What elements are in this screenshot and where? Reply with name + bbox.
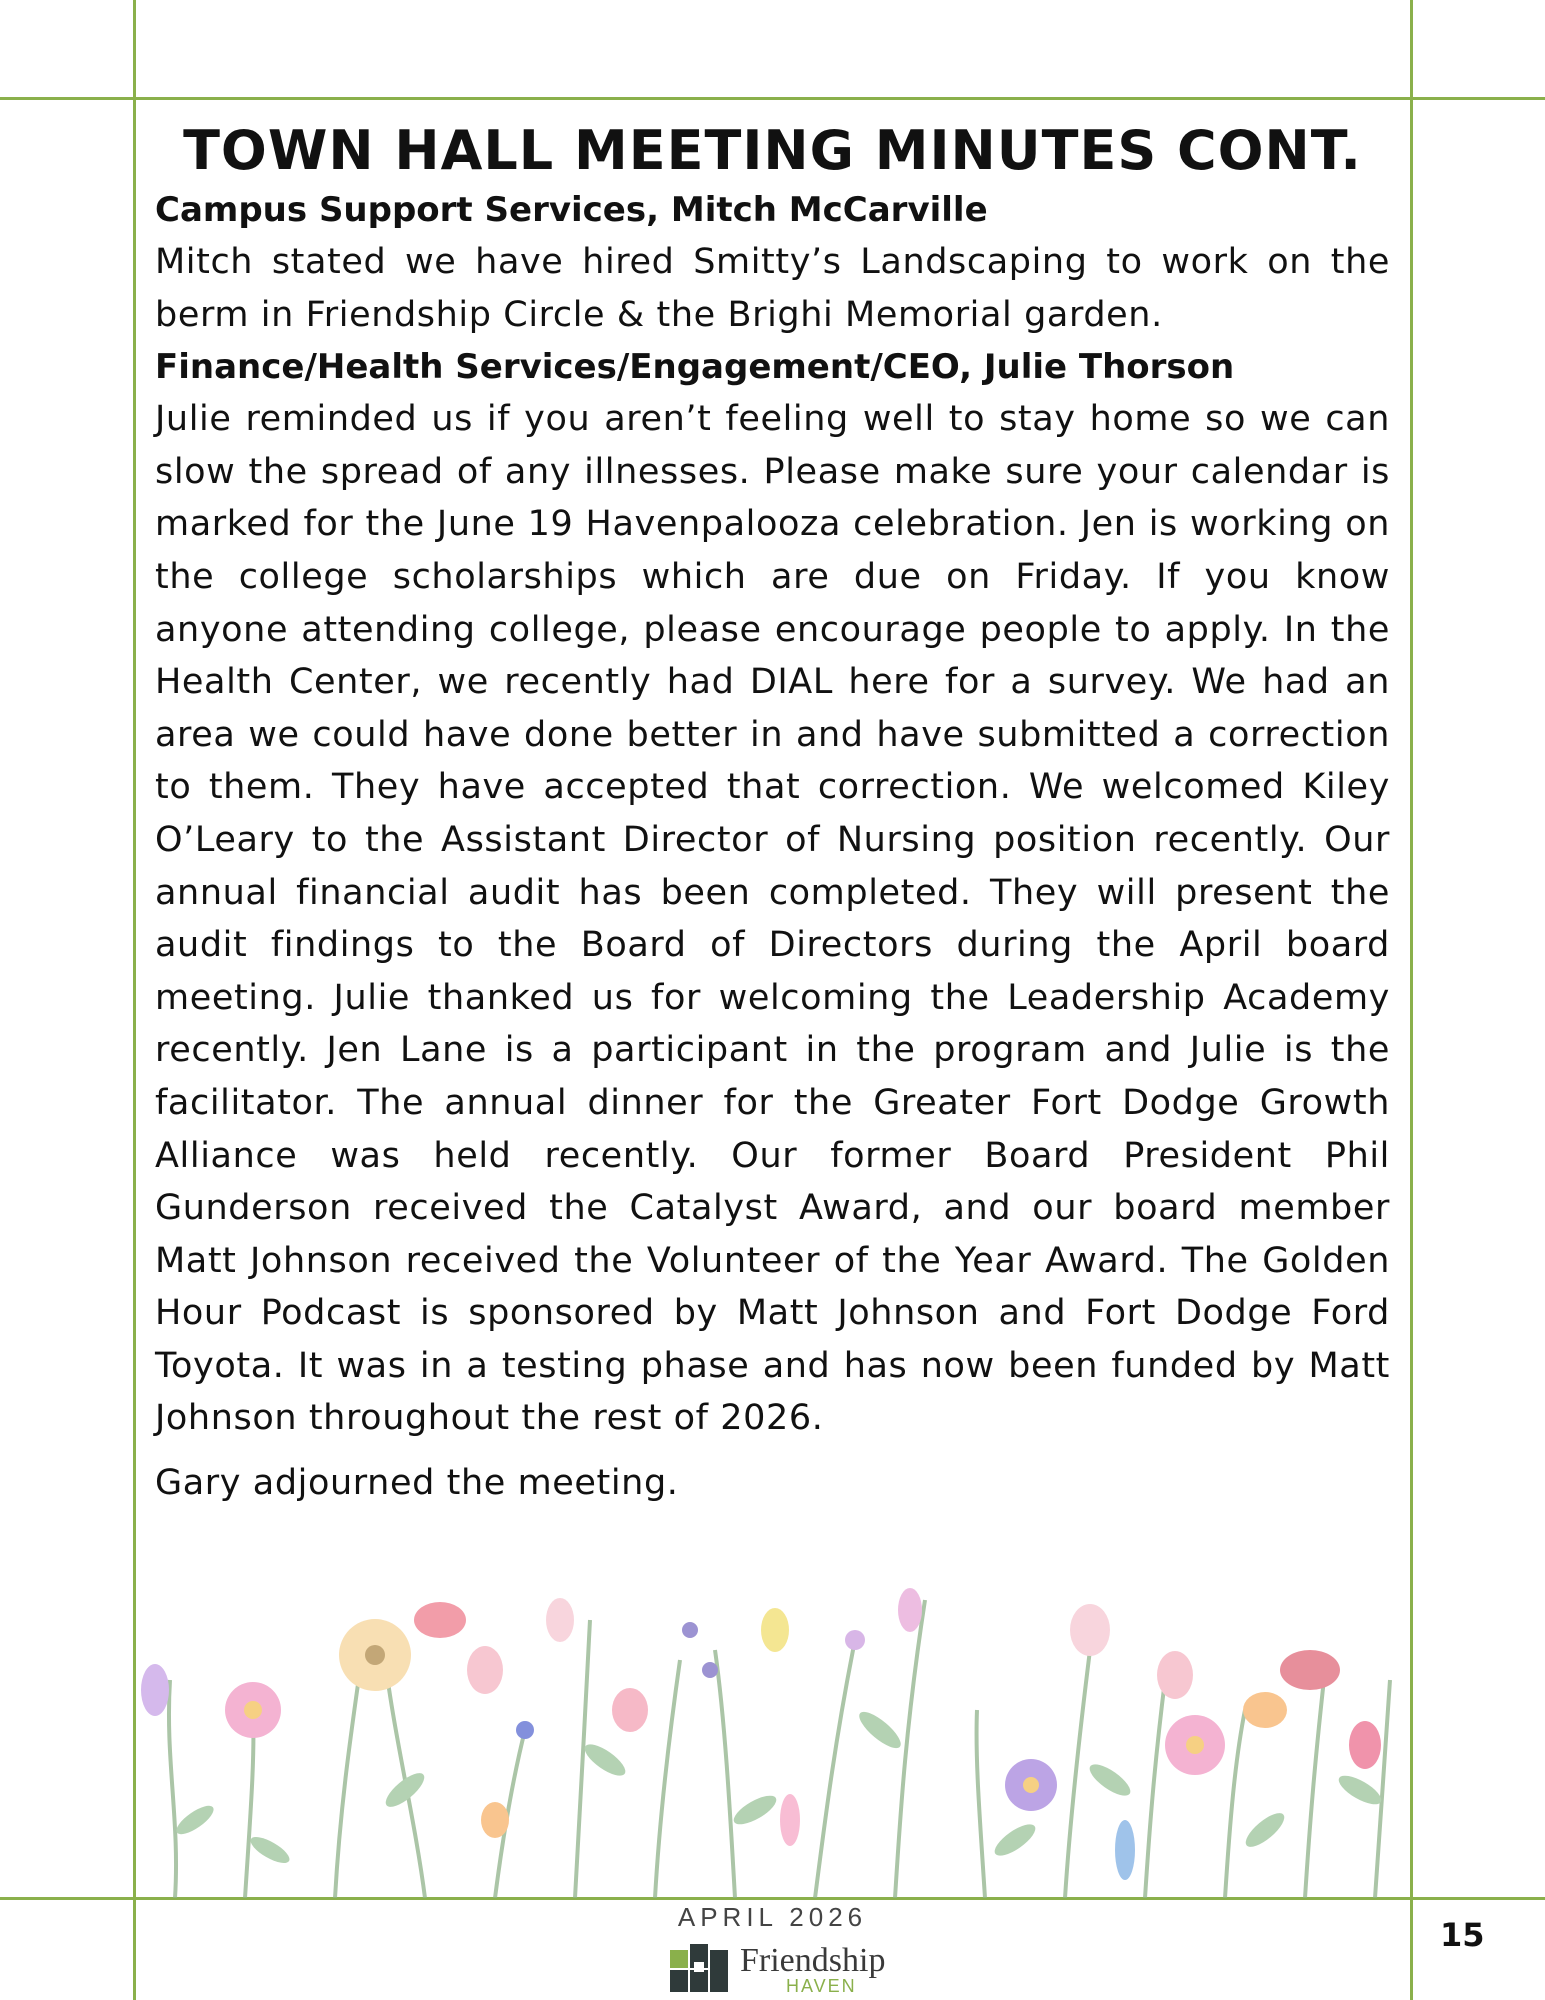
page-title: TOWN HALL MEETING MINUTES CONT.	[183, 119, 1362, 182]
section-text-finance: Julie reminded us if you aren’t feeling well to stay home so we can slow the spread of any illnesses. Please make sure your calendar is marked for the June 19 Havenpalooza celebration. Jen is working on the college scholarships which are due on Friday. If you know anyone attending college, please encourage people to apply. In the Health Center, we recently had DIAL here for a survey. We had an area we could have done better in and have submitted a correction to them. They have accepted that correction. We welcomed Kiley O’Leary to the Assistant Director of Nursing position recently. Our annual financial audit has been completed. They will present the audit findings to the Board of Directors during the April board meeting. Julie thanked us for welcoming the Leadership Academy recently. Jen Lane is a participant in the program and Julie is the facilitator. The annual dinner for the Greater Fort Dodge Growth Alliance was held recently. Our former Board President Phil Gunderson received the Catalyst Award, and our board member Matt Johnson received the Volunteer of the Year Award. The Golden Hour Podcast is sponsored by Matt Johnson and Fort Dodge Ford Toyota. It was in a testing phase and has now been funded by Matt Johnson throughout the rest of 2026.	[155, 399, 1390, 1439]
page-number: 15	[1440, 1916, 1485, 1954]
article	[155, 120, 1390, 1509]
logo-name: Friendship	[740, 1942, 886, 1979]
section-text-campus-support: Mitch stated we have hired Smitty’s Landscaping to work on the berm in Friendship Circle & the Brighi Memorial garden.	[155, 242, 1390, 335]
footer-date: APRIL 2026	[677, 1902, 868, 1932]
friendship-haven-logo-icon	[668, 1942, 734, 1994]
section-heading-campus-support: Campus Support Services, Mitch McCarville	[155, 190, 988, 230]
friendship-haven-logo	[668, 1942, 888, 1994]
frame-line-right	[1410, 0, 1413, 2000]
watercolor-wildflowers-illustration	[135, 1560, 1410, 1898]
frame-line-top	[0, 97, 1545, 100]
section-heading-finance: Finance/Health Services/Engagement/CEO, Julie Thorson	[155, 347, 1235, 388]
closing-text: Gary adjourned the meeting.	[155, 1463, 679, 1504]
logo-subtitle: HAVEN	[786, 1976, 857, 1996]
